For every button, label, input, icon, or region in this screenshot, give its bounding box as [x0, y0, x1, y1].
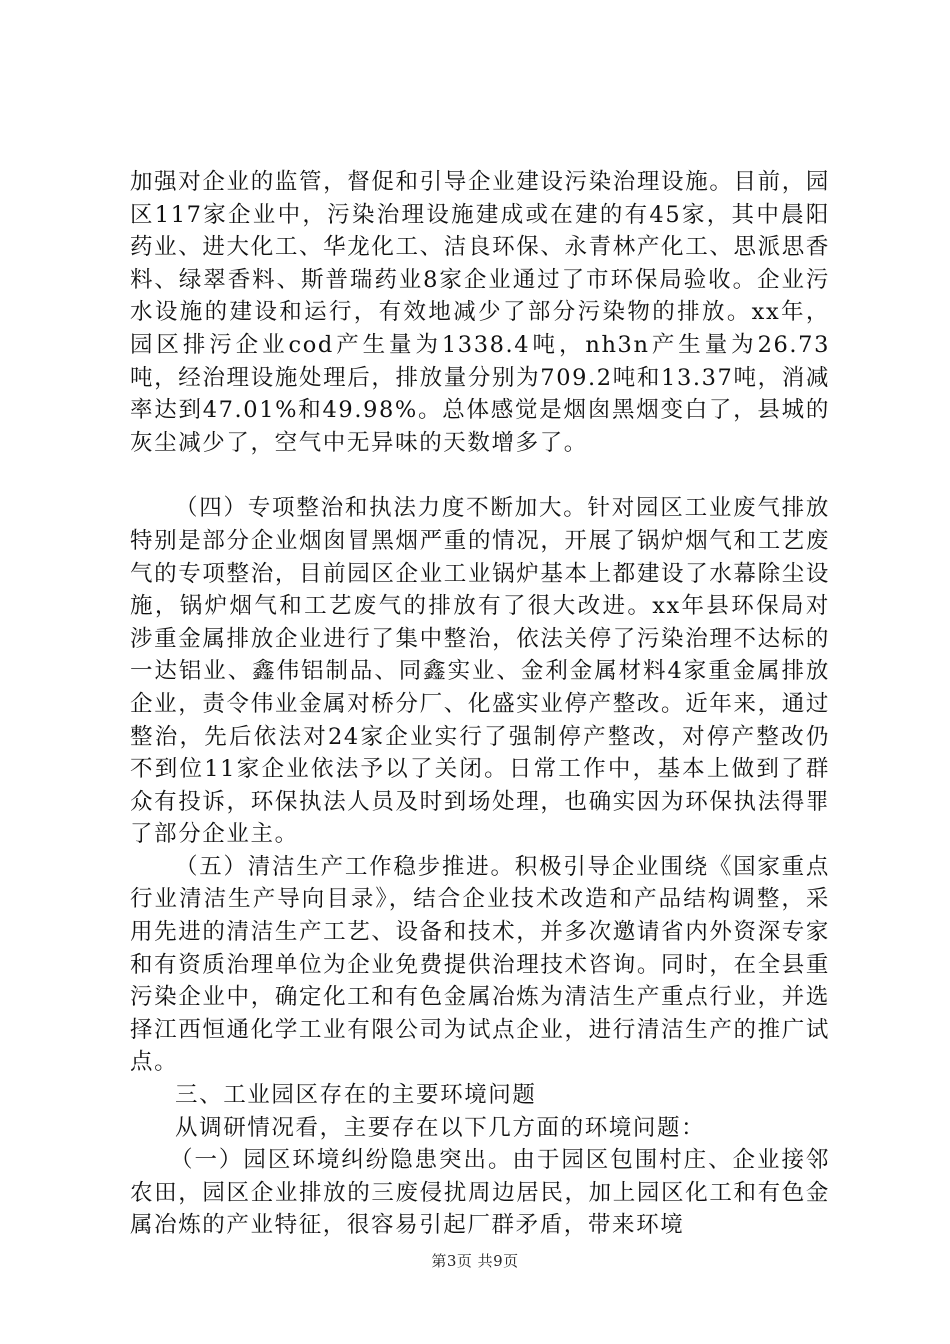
paragraph-environmental-disputes: （一）园区环境纠纷隐患突出。由于园区包围村庄、企业接邻农田，园区企业排放的三废侵扰周边居民，加上园区化工和有色金属冶炼的产业特征，很容易引起厂群矛盾，带来环境 — [130, 1147, 830, 1239]
paragraph-special-rectification: （四）专项整治和执法力度不断加大。针对园区工业废气排放特别是部分企业烟囱冒黑烟严重的情况，开展了锅炉烟气和工艺废气的专项整治，目前园区企业工业锅炉基本上都建设了水幕除尘设施，锅炉烟气和工艺废气的排放有了很大改进。xx年县环保局对涉重金属排放企业进行了集中整治，依法关停了污染治理不达标的一达铝业、鑫伟铝制品、同鑫实业、金利金属材料4家重金属排放企业，责令伟业金属对桥分厂、化盛实业停产整改。近年来，通过整治，先后依法对24家企业实行了强制停产整改，对停产整改仍不到位11家企业依法予以了关闭。日常工作中，基本上做到了群众有投诉，环保执法人员及时到场处理，也确实因为环保执法得罪了部分企业主。 — [130, 495, 830, 848]
page-number-footer: 第3页 共9页 — [431, 1252, 519, 1270]
paragraph-supervision: 加强对企业的监管，督促和引导企业建设污染治理设施。目前，园区117家企业中，污染治理设施建成或在建的有45家，其中晨阳药业、进大化工、华龙化工、洁良环保、永青林产化工、思派思香料、绿翠香料、斯普瑞药业8家企业通过了市环保局验收。企业污水设施的建设和运行，有效地减少了部分污染物的排放。xx年，园区排污企业cod产生量为1338.4吨，nh3n产生量为26.73吨，经治理设施处理后，排放量分别为709.2吨和13.37吨，消减率达到47.01%和49.98%。总体感觉是烟囱黑烟变白了，县城的灰尘减少了，空气中无异味的天数增多了。 — [130, 169, 830, 456]
paragraph-clean-production: （五）清洁生产工作稳步推进。积极引导企业围绕《国家重点行业清洁生产导向目录》，结合企业技术改造和产品结构调整，采用先进的清洁生产工艺、设备和技术，并多次邀请省内外资深专家和有资质治理单位为企业免费提供治理技术咨询。同时，在全县重污染企业中，确定化工和有色金属冶炼为清洁生产重点行业，并选择江西恒通化学工业有限公司为试点企业，进行清洁生产的推广试点。 — [130, 853, 830, 1076]
section-heading-environmental-problems: 三、工业园区存在的主要环境问题 — [175, 1082, 537, 1109]
paragraph-survey-intro: 从调研情况看，主要存在以下几方面的环境问题： — [175, 1114, 706, 1141]
document-body — [130, 166, 830, 1242]
